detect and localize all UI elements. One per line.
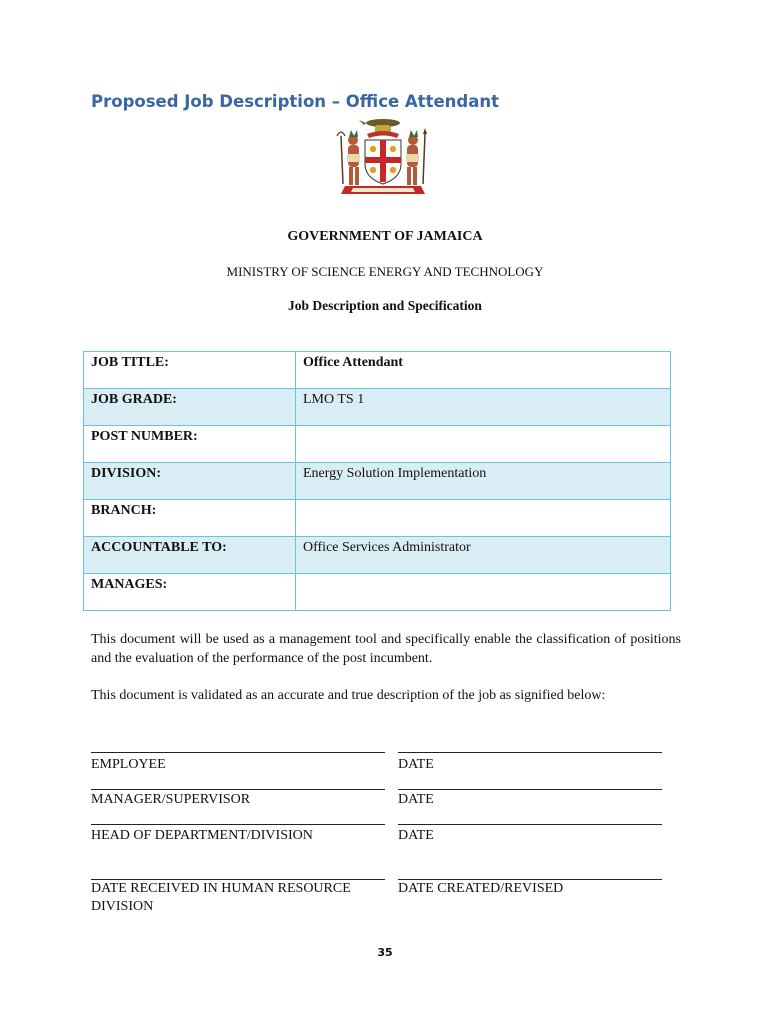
job-details-table bbox=[83, 351, 671, 611]
job-grade-value: LMO TS 1 bbox=[296, 389, 671, 426]
accountable-to-label: ACCOUNTABLE TO: bbox=[84, 537, 296, 574]
table-row bbox=[84, 463, 671, 500]
employee-date-line[interactable] bbox=[398, 752, 662, 753]
job-grade-label: JOB GRADE: bbox=[84, 389, 296, 426]
table-row bbox=[84, 352, 671, 389]
validation-paragraph: This document is validated as an accurate and true description of the job as signified below: bbox=[91, 688, 606, 703]
table-row bbox=[84, 426, 671, 463]
document-title: Job Description and Specification bbox=[288, 298, 482, 313]
branch-value bbox=[296, 500, 671, 537]
table-row bbox=[84, 537, 671, 574]
purpose-paragraph: This document will be used as a management tool and specifically enable the classification of positions and the evaluation of the performance of the post incumbent. bbox=[91, 632, 681, 666]
manager-date-label: DATE bbox=[398, 792, 434, 807]
table-row bbox=[84, 389, 671, 426]
employee-date-label: DATE bbox=[398, 757, 434, 772]
branch-label: BRANCH: bbox=[84, 500, 296, 537]
head-date-label: DATE bbox=[398, 828, 434, 843]
division-value: Energy Solution Implementation bbox=[296, 463, 671, 500]
page-number: 35 bbox=[377, 946, 393, 959]
post-number-label: POST NUMBER: bbox=[84, 426, 296, 463]
head-date-line[interactable] bbox=[398, 824, 662, 825]
ministry-name: MINISTRY OF SCIENCE ENERGY AND TECHNOLOGY bbox=[226, 264, 544, 279]
manager-label: MANAGER/SUPERVISOR bbox=[91, 792, 251, 807]
job-title-value: Office Attendant bbox=[296, 352, 671, 389]
employee-label: EMPLOYEE bbox=[91, 757, 166, 772]
accountable-to-value: Office Services Administrator bbox=[296, 537, 671, 574]
created-revised-label: DATE CREATED/REVISED bbox=[398, 881, 564, 896]
manager-date-line[interactable] bbox=[398, 789, 662, 790]
table-row bbox=[84, 574, 671, 611]
manages-value bbox=[296, 574, 671, 611]
employee-signature-line[interactable] bbox=[91, 752, 385, 753]
hr-received-label: DATE RECEIVED IN HUMAN RESOURCE DIVISION bbox=[91, 881, 351, 914]
table-row bbox=[84, 500, 671, 537]
document-heading: Proposed Job Description – Office Attendant bbox=[91, 92, 499, 111]
head-signature-line[interactable] bbox=[91, 824, 385, 825]
post-number-value bbox=[296, 426, 671, 463]
coat-of-arms-icon bbox=[331, 114, 435, 198]
manager-signature-line[interactable] bbox=[91, 789, 385, 790]
manages-label: MANAGES: bbox=[84, 574, 296, 611]
division-label: DIVISION: bbox=[84, 463, 296, 500]
head-of-department-label: HEAD OF DEPARTMENT/DIVISION bbox=[91, 828, 313, 843]
government-name: GOVERNMENT OF JAMAICA bbox=[287, 229, 483, 244]
job-title-label: JOB TITLE: bbox=[84, 352, 296, 389]
